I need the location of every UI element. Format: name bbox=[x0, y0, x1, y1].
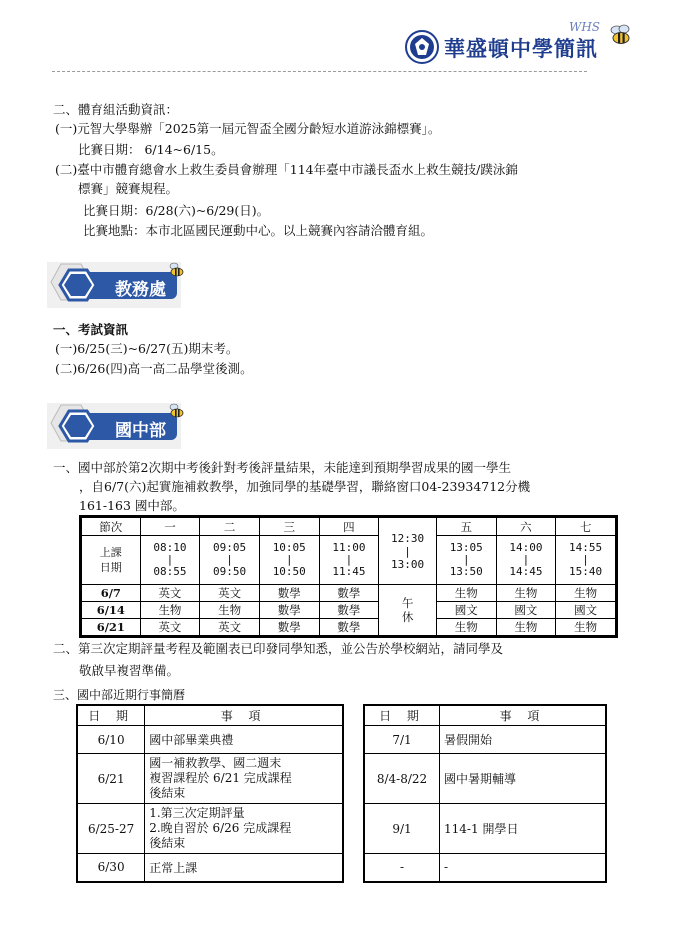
bee-icon bbox=[167, 262, 187, 281]
time-start: 11:00 bbox=[332, 541, 366, 554]
class-time-label bbox=[81, 536, 141, 585]
event-item bbox=[145, 726, 343, 754]
time-end: 10:50 bbox=[272, 565, 306, 578]
col-date-header: 日 期 bbox=[77, 705, 145, 726]
time-start: 10:05 bbox=[272, 541, 306, 554]
time-end: 11:45 bbox=[332, 565, 366, 578]
time-start: 14:55 bbox=[569, 541, 603, 554]
subject-cell: 數學 bbox=[259, 585, 319, 602]
period-header: 七 bbox=[556, 517, 617, 536]
junior-paragraph-1-line-3: 161-163 國中部。 bbox=[79, 498, 185, 513]
label-top: 上課 bbox=[99, 546, 122, 559]
sports-item-1: (一)元智大學舉辦「2025第一屆元智盃全國分齡短水道游泳錦標賽」。 bbox=[55, 121, 441, 136]
event-line: 國一補救教學、國二週末 bbox=[149, 756, 282, 770]
subject-cell: 生物 bbox=[496, 619, 556, 637]
event-line: 1.第三次定期評量 bbox=[149, 806, 245, 820]
time-end: 08:55 bbox=[153, 565, 187, 578]
junior-paragraph-1-line-1: 一、國中部於第2次期中考後針對考後評量結果，未能達到預期學習成果的國一學生 bbox=[53, 460, 511, 475]
col-item-header: 事 項 bbox=[145, 705, 343, 726]
event-item: - bbox=[440, 854, 606, 882]
school-emblem-icon bbox=[405, 30, 439, 64]
event-item: 國中暑期輔導 bbox=[440, 754, 606, 804]
bee-icon bbox=[608, 24, 634, 49]
header-divider bbox=[52, 71, 587, 72]
subject-cell: 生物 bbox=[140, 602, 200, 619]
event-date: - bbox=[364, 854, 440, 882]
event-date: 7/1 bbox=[364, 726, 440, 754]
event-line: 正常上課 bbox=[149, 860, 198, 875]
sports-item-1-date: 比賽日期： 6/14~6/15。 bbox=[78, 142, 224, 157]
lunch-cell bbox=[379, 585, 437, 637]
event-item bbox=[145, 804, 343, 854]
noon-time-cell: 12:30 | 13:00 bbox=[379, 517, 437, 585]
sports-item-2-date: 比賽日期：6/28(六)~6/29(日)。 bbox=[83, 203, 270, 218]
exam-item-2: (二)6/26(四)高一高二品學堂後測。 bbox=[55, 361, 253, 376]
time-end: 15:40 bbox=[569, 565, 603, 578]
junior-paragraph-2-line-2: 敬啟早複習準備。 bbox=[79, 663, 180, 678]
event-item: 114-1 開學日 bbox=[440, 804, 606, 854]
period-header: 二 bbox=[200, 517, 260, 536]
subject-cell: 生物 bbox=[556, 619, 617, 637]
exam-date: 6/21 bbox=[81, 619, 141, 637]
period-header: 四 bbox=[319, 517, 379, 536]
period-header: 五 bbox=[436, 517, 496, 536]
time-end: 14:45 bbox=[509, 565, 543, 578]
event-date: 6/25-27 bbox=[77, 804, 145, 854]
label-bottom: 日期 bbox=[99, 561, 122, 574]
whs-script-mark: WHS bbox=[569, 20, 601, 34]
sports-item-2-place: 比賽地點：本市北區國民運動中心。以上競賽內容請洽體育組。 bbox=[83, 223, 434, 238]
period-header: 六 bbox=[496, 517, 556, 536]
subject-cell: 國文 bbox=[436, 602, 496, 619]
time-cell: 10:05 | 10:50 bbox=[259, 536, 319, 585]
junior-paragraph-3: 三、國中部近期行事簡曆 bbox=[53, 688, 186, 702]
subject-cell: 數學 bbox=[259, 619, 319, 637]
event-date: 6/30 bbox=[77, 854, 145, 882]
subject-cell: 國文 bbox=[556, 602, 617, 619]
event-date: 6/21 bbox=[77, 754, 145, 804]
junior-paragraph-2-line-1: 二、第三次定期評量考程及範圍表已印發同學知悉，並公告於學校網站，請同學及 bbox=[53, 641, 504, 656]
time-start: 09:05 bbox=[213, 541, 247, 554]
subject-cell: 生物 bbox=[436, 585, 496, 602]
junior-paragraph-1-line-2: ，自6/7(六)起實施補救教學，加強同學的基礎學習，聯絡窗口04-23934712分機 bbox=[79, 479, 531, 494]
subject-cell: 英文 bbox=[200, 619, 260, 637]
events-table-left bbox=[76, 704, 344, 883]
exam-date: 6/7 bbox=[81, 585, 141, 602]
event-line: 2.晚自習於 6/26 完成課程 bbox=[149, 821, 292, 835]
subject-cell: 生物 bbox=[496, 585, 556, 602]
subject-cell: 英文 bbox=[200, 585, 260, 602]
subject-cell: 數學 bbox=[319, 602, 379, 619]
junior-dept-badge bbox=[47, 403, 187, 449]
event-item: 暑假開始 bbox=[440, 726, 606, 754]
event-date: 8/4-8/22 bbox=[364, 754, 440, 804]
subject-cell: 數學 bbox=[319, 585, 379, 602]
time-cell: 09:05 | 09:50 bbox=[200, 536, 260, 585]
lunch-top: 午 bbox=[401, 596, 414, 610]
time-cell: 08:10 | 08:55 bbox=[140, 536, 200, 585]
time-start: 13:05 bbox=[449, 541, 483, 554]
time-end: 13:50 bbox=[449, 565, 483, 578]
sports-item-2-line-2: 標賽」競賽規程。 bbox=[78, 181, 179, 196]
subject-cell: 數學 bbox=[259, 602, 319, 619]
academic-badge-label: 教務處 bbox=[115, 280, 166, 300]
event-date: 6/10 bbox=[77, 726, 145, 754]
exam-date: 6/14 bbox=[81, 602, 141, 619]
bee-icon bbox=[167, 403, 187, 422]
subject-cell: 英文 bbox=[140, 585, 200, 602]
junior-badge-label: 國中部 bbox=[115, 421, 166, 441]
event-line: 後結束 bbox=[149, 836, 186, 850]
subject-cell: 生物 bbox=[200, 602, 260, 619]
time-end: 09:50 bbox=[213, 565, 247, 578]
subject-cell: 生物 bbox=[436, 619, 496, 637]
exam-schedule-table bbox=[79, 515, 618, 638]
exam-item-1: (一)6/25(三)~6/27(五)期末考。 bbox=[55, 341, 239, 356]
noon-end: 13:00 bbox=[391, 557, 425, 571]
event-date: 9/1 bbox=[364, 804, 440, 854]
subject-cell: 國文 bbox=[496, 602, 556, 619]
time-cell: 14:00 | 14:45 bbox=[496, 536, 556, 585]
col-item-header: 事 項 bbox=[440, 705, 606, 726]
subject-cell: 數學 bbox=[319, 619, 379, 637]
academic-office-badge bbox=[47, 262, 187, 308]
sports-heading: 二、體育組活動資訊： bbox=[53, 102, 179, 117]
subject-cell: 生物 bbox=[556, 585, 617, 602]
event-line: 後結束 bbox=[149, 786, 186, 800]
subject-cell: 英文 bbox=[140, 619, 200, 637]
time-cell: 13:05 | 13:50 bbox=[436, 536, 496, 585]
sports-item-2-line-1: (二)臺中市體育總會水上救生委員會辦理「114年臺中市議長盃水上救生競技/蹼泳錦 bbox=[55, 162, 518, 177]
event-line: 複習課程於 6/21 完成課程 bbox=[149, 771, 292, 785]
event-item bbox=[145, 854, 343, 882]
period-header: 三 bbox=[259, 517, 319, 536]
time-start: 08:10 bbox=[153, 541, 187, 554]
noon-start: 12:30 bbox=[391, 531, 425, 545]
time-cell: 11:00 | 11:45 bbox=[319, 536, 379, 585]
col-date-header: 日 期 bbox=[364, 705, 440, 726]
events-table-right bbox=[363, 704, 607, 883]
exam-heading: 一、考試資訊 bbox=[53, 322, 129, 337]
period-header: 一 bbox=[140, 517, 200, 536]
period-corner-cell: 節次 bbox=[81, 517, 141, 536]
time-cell: 14:55 | 15:40 bbox=[556, 536, 617, 585]
newsletter-title: 華盛頓中學簡訊 bbox=[444, 37, 598, 61]
event-item bbox=[145, 754, 343, 804]
time-start: 14:00 bbox=[509, 541, 543, 554]
event-line: 國中部畢業典禮 bbox=[149, 733, 234, 747]
lunch-bottom: 休 bbox=[401, 610, 414, 624]
